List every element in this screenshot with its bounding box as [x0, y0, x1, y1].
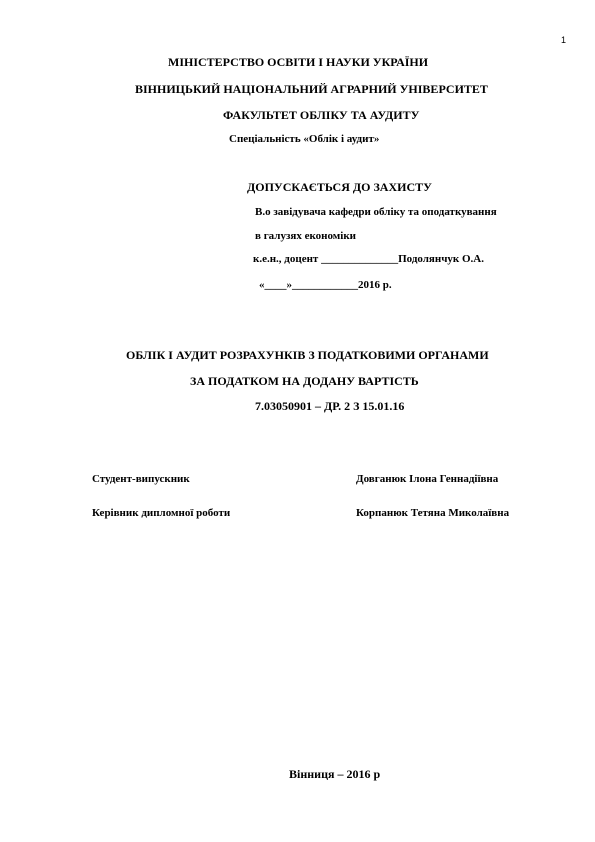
supervisor-label: Керівник дипломної роботи [92, 507, 231, 519]
student-label: Студент-випускник [92, 473, 190, 485]
student-name: Довганюк Ілона Геннадіївна [356, 473, 499, 485]
approval-title: ДОПУСКАЄТЬСЯ ДО ЗАХИСТУ [247, 180, 432, 194]
approval-date-line: «____»____________2016 р. [259, 279, 392, 291]
specialty-line: Спеціальність «Облік і аудит» [229, 133, 380, 145]
approval-field-line: в галузях економіки [255, 230, 357, 242]
thesis-title-line2: ЗА ПОДАТКОМ НА ДОДАНУ ВАРТІСТЬ [190, 374, 419, 388]
ministry-heading: МІНІСТЕРСТВО ОСВІТИ І НАУКИ УКРАЇНИ [168, 55, 429, 69]
university-heading: ВІННИЦЬКИЙ НАЦІОНАЛЬНИЙ АГРАРНИЙ УНІВЕРСИТЕТ [135, 82, 488, 96]
supervisor-name: Корпанюк Тетяна Миколаївна [356, 507, 510, 519]
page-number: 1 [560, 35, 566, 45]
faculty-heading: ФАКУЛЬТЕТ ОБЛІКУ ТА АУДИТУ [223, 108, 420, 122]
approval-position-line: В.о завідувача кафедри обліку та оподаткування [255, 206, 497, 218]
approval-signature-line: к.е.н., доцент ______________Подолянчук О.А. [253, 253, 484, 265]
footer-city-year: Вінниця – 2016 р [289, 767, 381, 781]
thesis-title-line1: ОБЛІК І АУДИТ РОЗРАХУНКІВ З ПОДАТКОВИМИ ОРГАНАМИ [126, 348, 489, 362]
thesis-code: 7.03050901 – ДР. 2 З 15.01.16 [255, 399, 405, 413]
